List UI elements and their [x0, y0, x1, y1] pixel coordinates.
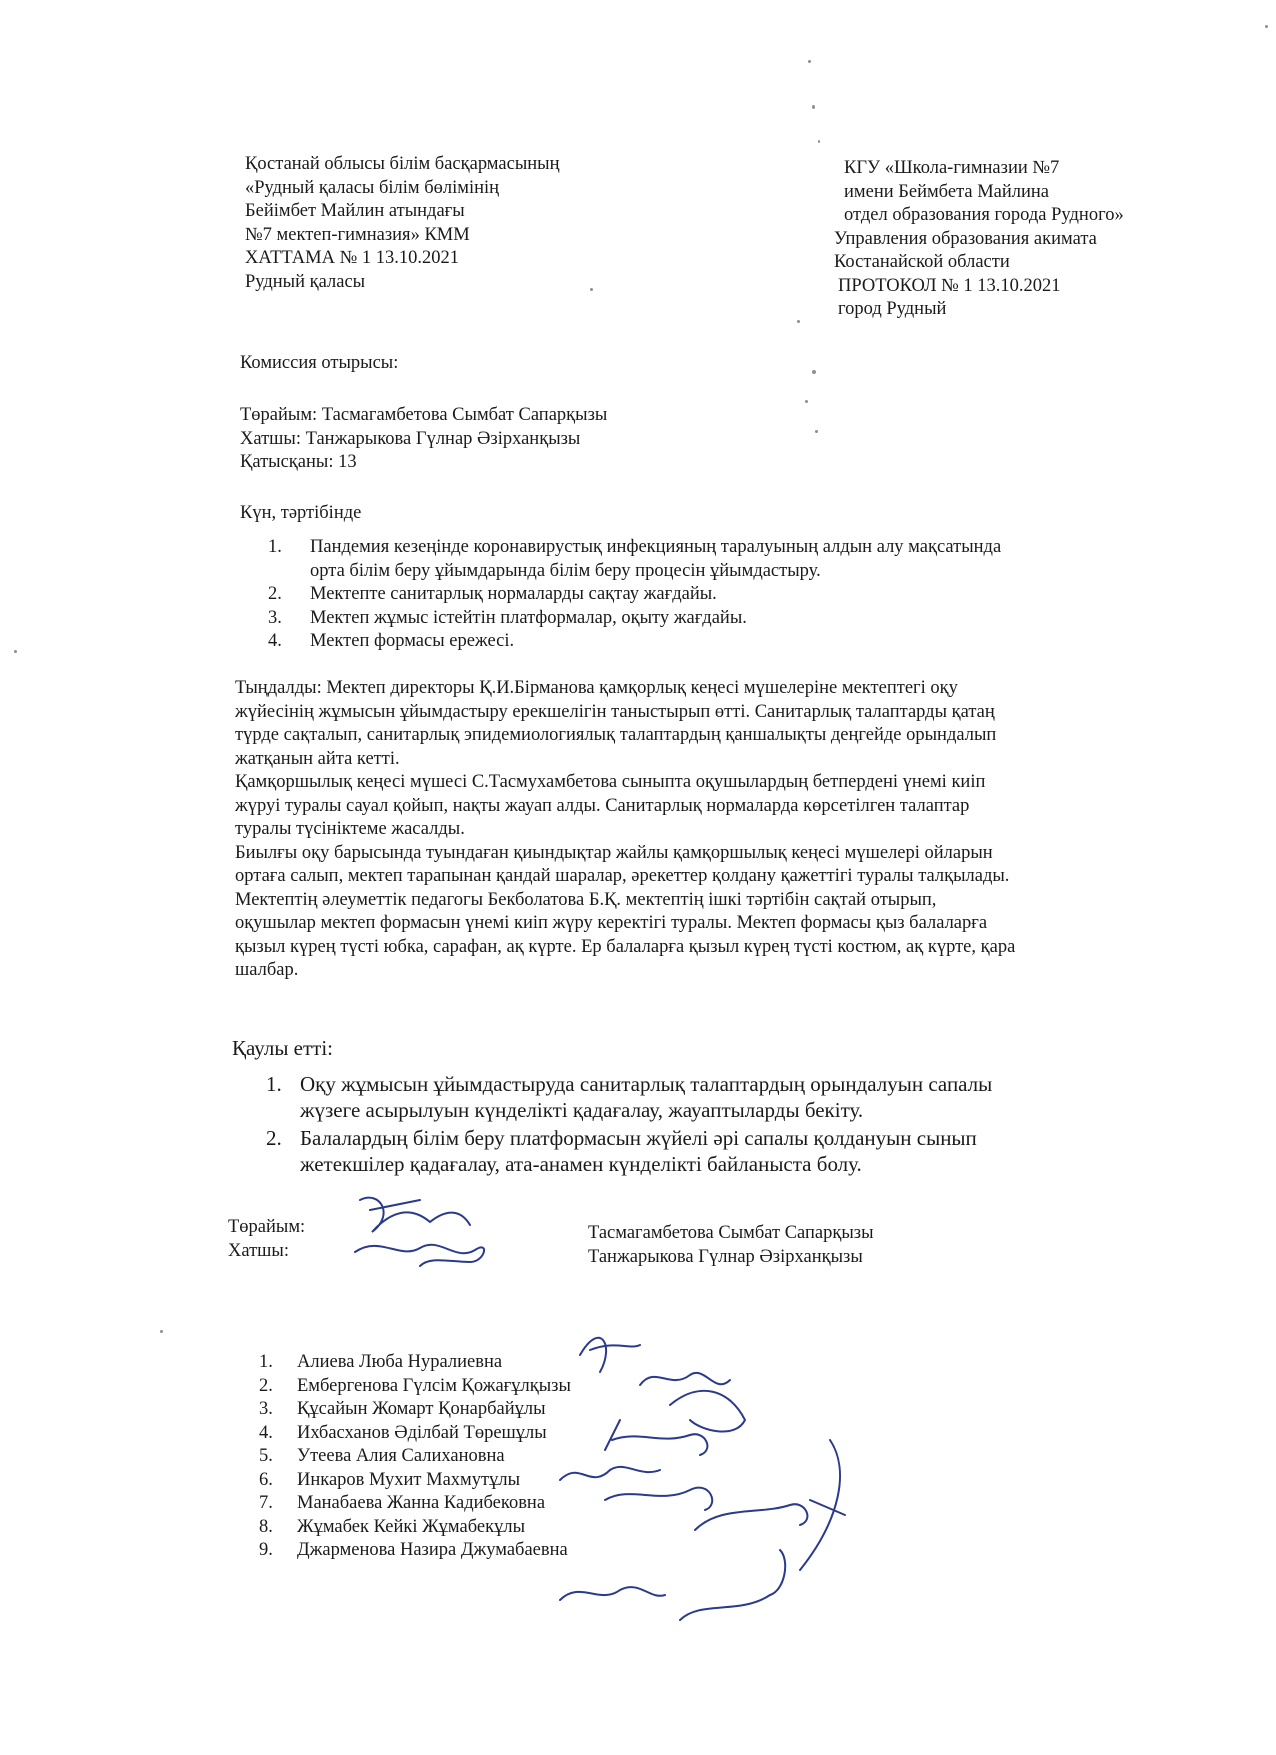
member-signature	[605, 1420, 707, 1455]
member-number: 3.	[259, 1399, 273, 1419]
scan-speck	[160, 1330, 163, 1333]
member-signature	[800, 1440, 845, 1570]
body-line: жүйесінің жұмысын ұйымдастыру ерекшелігін таныстырып өтті. Санитарлық талаптарды қатаң	[235, 701, 995, 722]
agenda-number: 1.	[268, 537, 282, 557]
member-number: 9.	[259, 1540, 273, 1560]
header-right-line: имени Беймбета Майлина	[844, 181, 1050, 202]
member-number: 8.	[259, 1516, 273, 1537]
meeting-title: Комиссия отырысы:	[240, 353, 399, 373]
body-line: Мектептің әлеуметтік педагогы Бекболатова Б.Қ. мектептің ішкі тәртібін сақтай отырып,	[235, 889, 937, 910]
member-signature	[670, 1391, 745, 1432]
member-name: Құсайын Жомарт Қонарбайұлы	[297, 1399, 546, 1419]
member-signature	[560, 1467, 660, 1480]
member-number: 7.	[259, 1493, 273, 1513]
member-signature	[640, 1373, 730, 1385]
body-line: туралы түсініктеме жасалды.	[235, 819, 465, 839]
agenda-text: орта білім беру ұйымдарында білім беру процесін ұйымдастыру.	[310, 560, 821, 581]
scan-speck	[808, 60, 811, 63]
body-line: Қамқоршылық кеңесі мүшесі С.Тасмухамбетова сыныпта оқушылардың бетпердені үнемі киіп	[235, 772, 986, 792]
scan-speck	[815, 430, 818, 433]
header-right-line: КГУ «Школа-гимназии №7	[844, 158, 1060, 178]
member-number: 5.	[259, 1446, 273, 1466]
body-line: жатқанын айта кетті.	[235, 748, 400, 769]
secretary-signature	[355, 1245, 484, 1266]
header-left-line: Бейімбет Майлин атындағы	[245, 201, 465, 221]
agenda-title: Күн, тәртібінде	[240, 503, 362, 523]
scan-speck	[590, 288, 593, 291]
member-name: Инкаров Мухит Махмутұлы	[297, 1469, 521, 1490]
agenda-text: Пандемия кезеңінде коронавирустық инфекцияның таралуының алдын алу мақсатында	[310, 537, 1002, 557]
resolution-number: 2.	[266, 1126, 282, 1150]
member-name: Жұмабек Кейкі Жұмабекұлы	[297, 1516, 526, 1537]
header-left-line: Қостанай облысы білім басқармасының	[245, 154, 560, 174]
resolution-title: Қаулы етті:	[232, 1036, 334, 1060]
member-number: 1.	[259, 1352, 273, 1372]
member-number: 4.	[259, 1422, 273, 1443]
secretary-line: Хатшы: Танжарыкова Гүлнар Әзірханқызы	[240, 428, 581, 449]
member-signature	[695, 1504, 807, 1530]
body-line: Тыңдалды: Мектеп директоры Қ.И.Бірманова қамқорлық кеңесі мүшелеріне мектептегі оқу	[235, 678, 958, 698]
body-line: жүруі туралы сауал қойып, нақты жауап алды. Санитарлық нормаларда көрсетілген талаптар	[235, 795, 970, 816]
scan-speck	[812, 105, 815, 109]
member-signature	[580, 1338, 640, 1372]
body-line: шалбар.	[235, 960, 299, 980]
resolution-text: Оқу жұмысын ұйымдастыруда санитарлық талаптардың орындалуын сапалы	[300, 1072, 993, 1096]
body-line: ортаға салып, мектеп тарапынан қандай шаралар, әрекеттер қолдану қажеттігі туралы талқылады.	[235, 866, 1010, 886]
agenda-text: Мектеп жұмыс істейтін платформалар, оқыту жағдайы.	[310, 607, 747, 628]
resolution-text: жетекшілер қадағалау, ата-анамен күнделікті байланыста болу.	[300, 1152, 862, 1176]
scan-speck	[14, 650, 17, 653]
chair-label: Төрайым:	[228, 1217, 306, 1237]
header-right-line: Костанайской области	[834, 252, 1010, 272]
member-name: Ихбасханов Әділбай Төрешұлы	[297, 1422, 547, 1443]
body-line: Биылғы оқу барысында туындаған қиындықтар жайлы қамқоршылық кеңесі мүшелері ойларын	[235, 842, 993, 863]
member-name: Утеева Алия Салихановна	[297, 1446, 505, 1466]
agenda-text: Мектеп формасы ережесі.	[310, 631, 515, 651]
agenda-text: Мектепте санитарлық нормаларды сақтау жағдайы.	[310, 584, 717, 604]
member-name: Ембергенова Гүлсім Қожағұлқызы	[297, 1375, 571, 1396]
secretary-name: Танжарыкова Гүлнар Әзірханқызы	[588, 1246, 863, 1267]
resolution-text: жүзеге асырылуын күнделікті қадағалау, жауаптыларды бекіту.	[300, 1098, 864, 1122]
scan-speck	[812, 370, 816, 374]
header-left-line: «Рудный қаласы білім бөлімінің	[245, 177, 500, 198]
signature-ink	[355, 1198, 845, 1620]
member-signature	[680, 1550, 785, 1620]
resolution-number: 1.	[266, 1072, 282, 1096]
body-line: түрде сақталып, санитарлық эпидемиологиялық талаптардың қаншалықты деңгейде орындалып	[235, 725, 997, 745]
secretary-label: Хатшы:	[228, 1240, 289, 1261]
agenda-number: 2.	[268, 584, 282, 604]
member-name: Манабаева Жанна Кадибековна	[297, 1493, 546, 1513]
header-right-line: ПРОТОКОЛ № 1 13.10.2021	[838, 275, 1061, 296]
body-line: қызыл күрең түсті юбка, сарафан, ақ күрте. Ер балаларға қызыл күрең түсті костюм, ақ күрте, қара	[235, 936, 1016, 957]
header-left-line: №7 мектеп-гимназия» КММ	[245, 224, 470, 245]
member-name: Джарменова Назира Джумабаевна	[297, 1540, 568, 1560]
agenda-number: 3.	[268, 607, 282, 628]
scan-speck	[1265, 25, 1268, 28]
header-left-line: ХАТТАМА № 1 13.10.2021	[245, 248, 459, 268]
scan-speck	[797, 320, 800, 323]
member-signature	[560, 1587, 665, 1600]
chair-line: Төрайым: Тасмагамбетова Сымбат Сапарқызы	[240, 405, 608, 425]
chair-signature	[360, 1198, 470, 1232]
scan-speck	[805, 400, 808, 403]
member-name: Алиева Люба Нуралиевна	[297, 1352, 503, 1372]
header-right-line: отдел образования города Рудного»	[844, 205, 1124, 225]
scan-speck	[818, 140, 820, 143]
agenda-number: 4.	[268, 631, 282, 651]
header-left-line: Рудный қаласы	[245, 271, 366, 292]
resolution-text: Балалардың білім беру платформасын жүйелі әрі сапалы қолдануын сынып	[300, 1126, 977, 1150]
attended-line: Қатысқаны: 13	[240, 452, 357, 472]
body-line: оқушылар мектеп формасын үнемі киіп жүру керектігі туралы. Мектеп формасы қыз балаларға	[235, 913, 988, 933]
member-number: 2.	[259, 1375, 273, 1396]
chair-name: Тасмагамбетова Сымбат Сапарқызы	[588, 1223, 874, 1243]
header-right-line: город Рудный	[838, 299, 947, 319]
member-number: 6.	[259, 1469, 273, 1490]
header-right-line: Управления образования акимата	[834, 228, 1097, 249]
member-signature	[605, 1488, 712, 1510]
